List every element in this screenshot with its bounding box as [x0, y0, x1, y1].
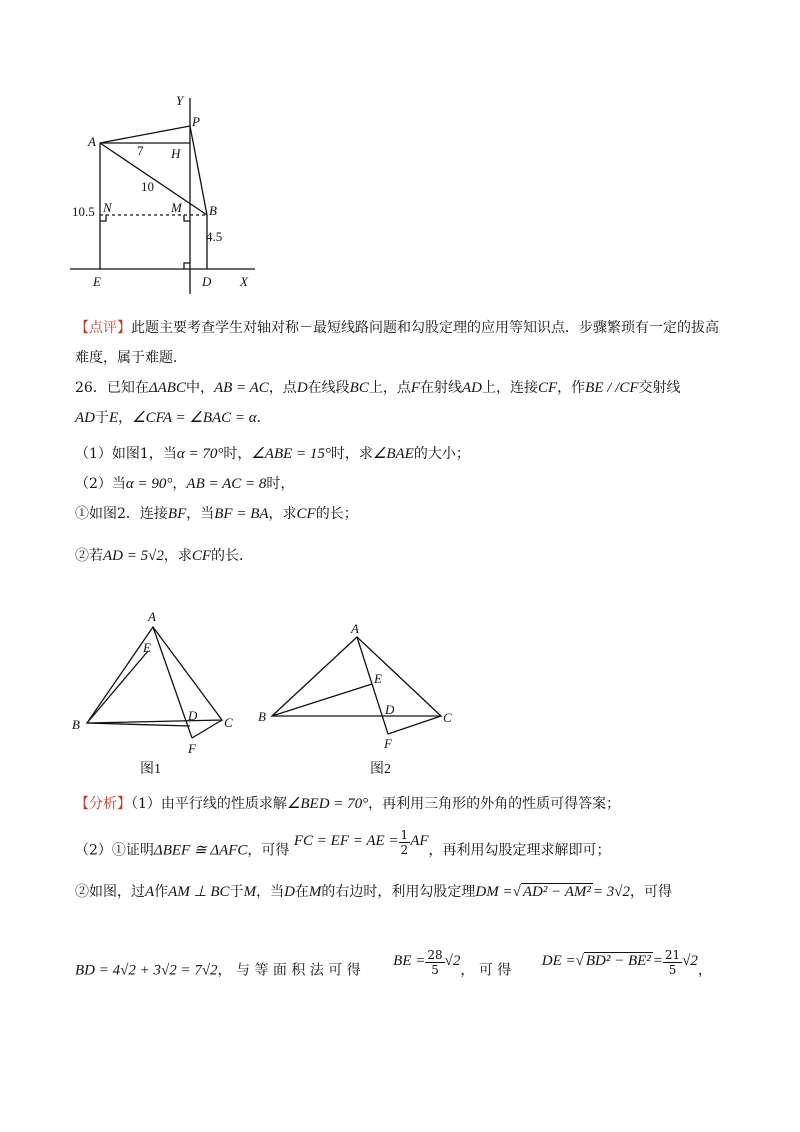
math: F [410, 380, 420, 396]
math: ∠BED = 70° [286, 796, 369, 812]
analysis-text: （2）①证明 [75, 842, 154, 859]
radicand: BD² − BE² [585, 952, 651, 969]
analysis-text: ，再利用勾股定理求解即可； [428, 842, 611, 859]
math: BD = 4√2 + 3√2 = 7√2 [75, 962, 218, 979]
math: √2 [444, 952, 461, 969]
length-4-5: 4.5 [206, 229, 223, 244]
analysis-text: ， 可 得 [460, 962, 512, 979]
fig1-label-f: F [188, 741, 196, 756]
fig2-label-a: A [351, 621, 359, 636]
math: AM ⊥ BC [168, 884, 230, 900]
math: AF [410, 832, 429, 849]
math: D [296, 380, 308, 396]
math: AB = AC = 8 [186, 476, 267, 492]
analysis-line-2 [75, 828, 611, 865]
math: BE / /CF [585, 380, 639, 396]
q26-part-1 [75, 444, 470, 464]
analysis-text: ，可得 [247, 842, 290, 859]
math: ΔBEF ≅ ΔAFC [153, 842, 248, 859]
segment-cf [388, 716, 441, 734]
segment-pb [190, 126, 207, 215]
q26-text: 在线段 [307, 380, 350, 396]
right-angle-axis [184, 263, 190, 269]
math: M [243, 884, 257, 900]
segment-ap [100, 126, 190, 143]
math: DE = [541, 952, 576, 969]
math: ∠ABE = 15° [251, 446, 331, 462]
comment-text-2: 难度，属于难题． [75, 350, 187, 366]
fraction-28-5 [425, 948, 444, 977]
q26-text: 上，点 [368, 380, 411, 396]
q26-text: ． [256, 410, 271, 426]
math: AD = 5√2 [103, 548, 164, 564]
q26-text: ②若 [75, 548, 103, 564]
comment-tag: 【点评】 [75, 320, 131, 336]
q26-text: ， [172, 476, 187, 492]
q26-text: ，当 [186, 506, 215, 522]
length-7: 7 [137, 143, 144, 158]
q26-text: 于 [95, 410, 109, 426]
analysis-text: ， 与 等 面 积 法 可 得 [217, 962, 361, 979]
math: BE = [393, 952, 426, 969]
numerator: 1 [400, 828, 409, 842]
segment-be [87, 651, 148, 723]
comment-line-1 [75, 318, 719, 338]
q26-text: ①如图2．连接 [75, 506, 168, 522]
q26-text: 在射线 [420, 380, 462, 396]
math: = [652, 952, 663, 969]
fraction-half [399, 828, 411, 857]
q26-text: 中， [185, 380, 214, 396]
right-angle-n [100, 215, 106, 221]
math: BC [349, 380, 369, 396]
fig1-label-e: E [143, 640, 151, 655]
label-e: E [93, 274, 101, 289]
label-y: Y [176, 93, 184, 108]
math: α = 70° [176, 446, 224, 462]
math: BF [167, 506, 187, 522]
fig1-caption: 图1 [140, 762, 161, 777]
analysis-line-1 [75, 794, 620, 814]
label-a: A [88, 134, 96, 149]
label-p: P [192, 114, 200, 129]
triangle-abc [87, 627, 222, 723]
analysis-text: 于 [229, 884, 244, 900]
label-m: M [171, 200, 182, 215]
fig2-label-b: B [258, 709, 266, 724]
q26-text: 的长； [315, 506, 358, 522]
fig2-caption: 图2 [370, 762, 391, 777]
math: AD [462, 380, 482, 396]
figure-1 [70, 605, 250, 780]
numerator: 28 [427, 948, 443, 962]
math: ∠CFA = ∠BAC = α [132, 410, 257, 426]
math: = 3√2 [592, 884, 630, 900]
math: FC = EF = AE = [293, 832, 399, 849]
q26-text: 上，连接 [482, 380, 538, 396]
q26-line-2 [75, 408, 271, 428]
q26-text: ，点 [268, 380, 297, 396]
q26-text: 交射线 [638, 380, 681, 396]
label-h: H [171, 146, 181, 161]
analysis-text: 作 [154, 884, 169, 900]
label-d: D [202, 274, 212, 289]
figure-coordinate [60, 88, 270, 300]
math: α = 90° [125, 476, 173, 492]
fraction-21-5 [663, 948, 682, 977]
q26-number: 26． [75, 380, 107, 396]
analysis-text: ，当 [256, 884, 285, 900]
math: AB = AC [213, 380, 269, 396]
q26-text: ，作 [557, 380, 586, 396]
denominator: 5 [431, 963, 439, 977]
fig2-label-e: E [374, 671, 382, 686]
comment-line-2 [75, 348, 187, 368]
label-b: B [209, 203, 217, 218]
q26-text: ， [118, 410, 133, 426]
segment-bd [87, 723, 190, 726]
math: D [284, 884, 295, 900]
figure-2 [255, 620, 465, 780]
q26-text: ，求 [163, 548, 192, 564]
segment-be [272, 684, 372, 716]
q26-text: ，求 [268, 506, 297, 522]
math: E [109, 410, 119, 426]
q26-text: 已知在 [106, 380, 149, 396]
q26-text: 时，求 [330, 446, 373, 462]
math: ΔABC [148, 380, 186, 396]
comment-text-1: 此题主要考查学生对轴对称－最短线路问题和勾股定理的应用等知识点．步骤繁琐有一定的拔高 [131, 320, 719, 336]
math: A [145, 884, 155, 900]
denominator: 5 [668, 963, 677, 977]
analysis-text: 的右边时，利用勾股定理 [321, 884, 476, 900]
fig1-label-b: B [72, 717, 80, 732]
fig1-label-c: C [224, 715, 233, 730]
q26-text: 的大小； [413, 446, 470, 462]
denominator: 2 [400, 843, 409, 857]
numerator: 21 [664, 948, 681, 962]
q26-text: 时， [266, 476, 295, 492]
analysis-line-4: BD = 4√2 + 3√2 = 7√2， 与 等 面 积 法 可 得 BE = $\frac{28}{5}$ √2， 可 得 DE =√ BD² − BE² = $\frac{21}{5}$ √2， [75, 948, 712, 979]
math: BF = BA [214, 506, 269, 522]
analysis-tag: 【分析】 [75, 796, 131, 812]
fig2-label-c: C [443, 710, 452, 725]
analysis-text: 在 [294, 884, 309, 900]
math: √2 [682, 952, 698, 969]
triangle-abc [272, 637, 441, 716]
math: ∠BAE [372, 446, 414, 462]
math: CF [296, 506, 316, 522]
math: DM = [475, 884, 513, 900]
analysis-line-3: ②如图，过A作AM ⊥ BC于M，当D在M的右边时，利用勾股定理DM =√ AD² − AM² = 3√2，可得 [75, 884, 672, 900]
q26-text: 的长． [211, 548, 254, 564]
label-x: X [240, 274, 248, 289]
math: CF [191, 548, 212, 564]
fig1-label-a: A [148, 609, 156, 624]
fig1-label-d: D [188, 708, 198, 723]
label-n: N [103, 200, 112, 215]
analysis-text: ②如图，过 [75, 884, 145, 900]
q26-part-2 [75, 474, 294, 494]
math: CF [538, 380, 558, 396]
length-10-5: 10.5 [72, 204, 95, 219]
fig2-label-d: D [385, 702, 395, 717]
q26-sub-1 [75, 504, 358, 524]
analysis-text: ， [697, 962, 712, 979]
analysis-text: （1）由平行线的性质求解 [131, 796, 287, 812]
fig2-label-f: F [384, 736, 392, 751]
q26-sub-2 [75, 546, 253, 566]
analysis-text: ，再利用三角形的外角的性质可得答案； [368, 796, 621, 812]
right-angle-m [184, 215, 190, 221]
radicand: AD² − AM² [522, 884, 591, 900]
length-10: 10 [141, 179, 154, 194]
q26-text: 时， [223, 446, 252, 462]
math: AD [75, 410, 95, 426]
q26-line-1 [75, 378, 681, 398]
math: M [308, 884, 322, 900]
q26-text: （1）如图1，当 [75, 446, 177, 462]
q26-text: （2）当 [75, 476, 126, 492]
analysis-text: ，可得 [629, 884, 672, 900]
